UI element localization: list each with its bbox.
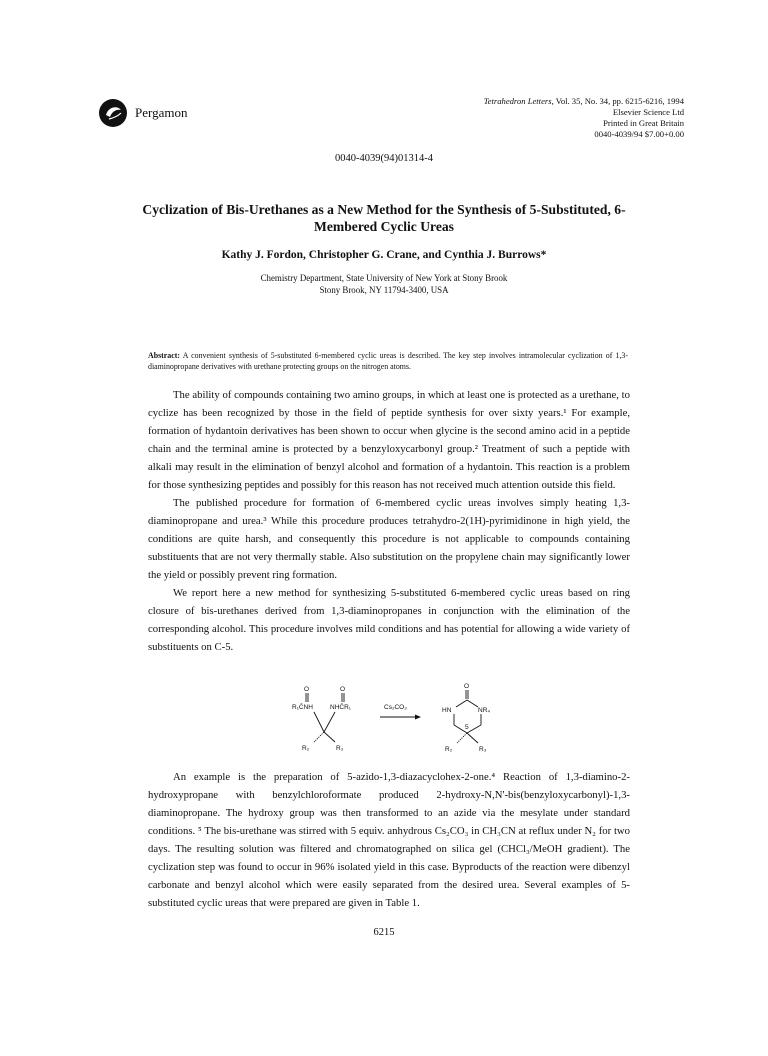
scheme-r2-left: R₂ [302,745,310,752]
journal-publisher-line: Elsevier Science Ltd [612,107,684,117]
scheme-mid-nh: NHĈR₁ [330,704,351,711]
scheme-o-mid: O [340,686,346,693]
body-text-lower [148,768,630,912]
scheme-left-nh: R₁ĈNH [292,704,313,711]
scheme-o-left: O [304,686,310,693]
journal-volume: , Vol. 35, No. 34, pp. 6215-6216, 1994 [551,96,684,106]
paragraph-3: We report here a new method for synthesizing 5-substituted 6-membered cyclic ureas based on ring closure of bis-urethanes derived from 1,3-diaminopropanes in conjunction with the elimination of the corresponding alcohol. This procedure involves mild conditions and has potential for allowing a wide variety of substituents on C-5. [148,587,630,653]
body-text-upper [148,386,630,656]
journal-citation [384,96,684,107]
journal-info [384,96,684,140]
journal-price-line: 0040-4039/94 $7.00+0.00 [594,129,684,139]
reaction-scheme [290,680,520,764]
scheme-c5-label: 5 [465,724,469,731]
scheme-r3-right: R₃ [479,746,487,753]
journal-printed-line: Printed in Great Britain [603,118,684,128]
paper-title: Cyclization of Bis-Urethanes as a New Method for the Synthesis of 5-Substituted, 6-Membered Cyclic Ureas [142,202,626,234]
affiliation-line-2: Stony Brook, NY 11794-3400, USA [319,284,449,295]
page-number: 6215 [373,927,395,938]
affiliation [0,273,768,296]
paragraph-2: The published procedure for formation of 6-membered cyclic ureas involves simply heating 1,3-diaminopropane and urea.³ While this procedure produces tetrahydro-2(1H)-pyrimidinone in high yield, the conditions are quite harsh, and consequently this procedure is not applicable to compounds containing substituents that are not very thermally stable. Also substitution on the propylene chain may significantly lower the yield or possibly prevent ring formation. [148,497,630,581]
scheme-r3-left: R₃ [336,745,344,752]
paragraph-4: An example is the preparation of 5-azido-1,3-diazacyclohex-2-one.⁴ Reaction of 1,3-diamino-2-hydroxypropane with benzylchloroformate produced 2-hydroxy-N,N'-bis(benzyloxycarbonyl)-1,3-diaminopropane. The hydroxy group was then transformed to an azide via the mesylate under standard conditions. ⁵ The bis-urethane was stirred with 5 equiv. anhydrous Cs₂CO₃ in CH₃CN at reflux under N₂ for two days. The resulting solution was filtered and chromatographed on silica gel (CHCl₃/MeOH gradient). The cyclization step was found to occur in 96% isolated yield in this case. Byproducts of the reaction were dibenzyl carbonate and benzyl alcohol which were easily separated from the desired urea. Several examples of 5-substituted cyclic ureas that were prepared are given in Table 1. [148,771,630,909]
affiliation-line-1: Chemistry Department, State University of New York at Stony Brook [260,273,508,283]
paragraph-1: The ability of compounds containing two amino groups, in which at least one is protected as a urethane, to cyclize has been recognized by those in the field of peptide synthesis for over sixty years.¹ For example, formation of hydantoin derivatives has been shown to occur when glycine is the second amino acid in a peptide chain and the terminal amine is protected by a benzyloxycarbonyl group.² Treatment of such a peptide with alkali may result in the elimination of benzyl alcohol and formation of a hydantoin. This reaction is a problem for those synthesizing peptides and possibly for this reason has not received much attention outside this field. [148,389,630,491]
abstract-text: A convenient synthesis of 5-substituted 6-membered cyclic ureas is described. The key step involves intramolecular cyclization of 1,3-diaminopropane derivatives with urethane protecting groups on the nitrogen atoms. [148,351,628,371]
journal-name: Tetrahedron Letters [483,96,552,106]
pergamon-logo [98,98,128,128]
scheme-r2-right: R₂ [445,746,453,753]
abstract [148,350,628,372]
abstract-label: Abstract: [148,351,180,360]
paper-authors: Kathy J. Fordon, Christopher G. Crane, and Cynthia J. Burrows* [221,249,547,261]
publisher-name: Pergamon [135,105,188,120]
scheme-hn: HN [442,707,452,714]
scheme-o-right: O [464,683,470,690]
doi-code: 0040-4039(94)01314-4 [335,153,433,164]
scheme-reagent: Cs₂CO₃ [384,704,407,711]
scheme-nr: NR₄ [478,707,491,714]
